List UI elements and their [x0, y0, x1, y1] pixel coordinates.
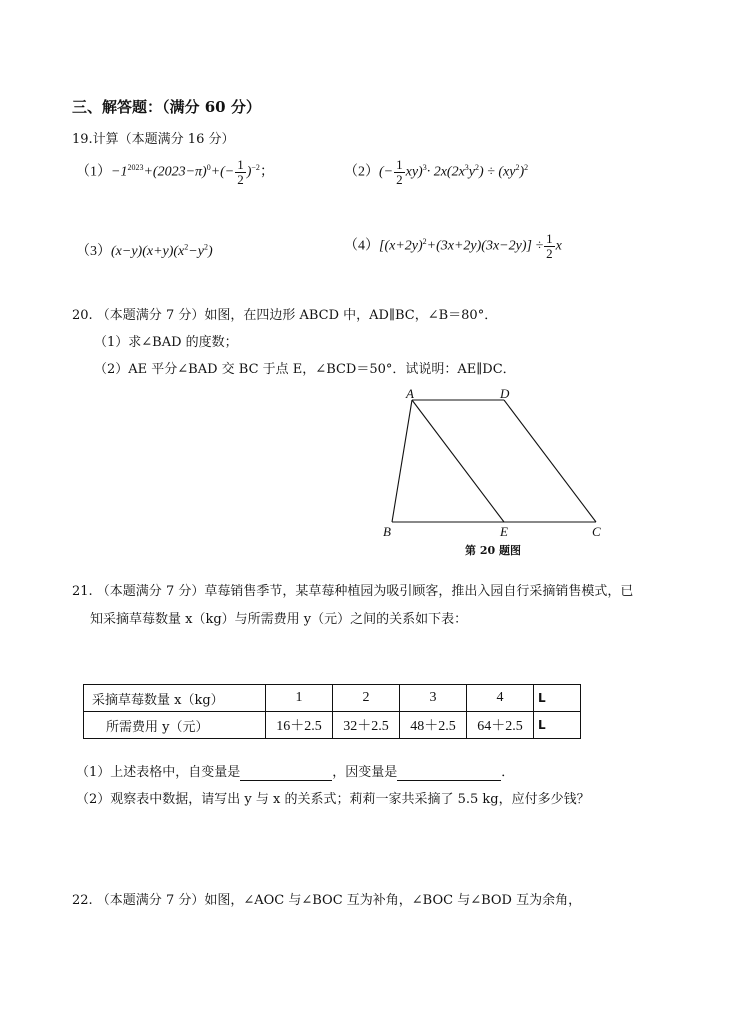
table-row	[84, 685, 581, 712]
q21-table	[83, 684, 581, 739]
q22-line1: 22. （本题满分 7 分）如图，∠AOC 与∠BOC 互为补角，∠BOC 与∠BOD 互为余角，	[72, 893, 582, 908]
label-B: B	[383, 524, 391, 539]
answer-blank-2[interactable]	[397, 765, 501, 781]
q19-title: 19.计算（本题满分 16 分）	[72, 132, 235, 147]
table-cell: 1	[266, 685, 333, 712]
label-A: A	[406, 388, 414, 401]
q19-part4: $(4)[(x+2y)^2+(3x+2y)(3x-2y)]$ ÷ $\frac{1}{2}$ x	[344, 231, 562, 261]
label-D: D	[500, 388, 510, 401]
table-cell: 32＋2.5	[333, 712, 400, 739]
table-cell: L	[534, 712, 581, 739]
q19-part3: $(3)(x-y)(x+y)(x^2-y^2)$	[76, 242, 213, 259]
q20-part1: （1）求∠BAD 的度数；	[94, 335, 238, 350]
label-E: E	[500, 524, 508, 539]
table-cell: 48＋2.5	[400, 712, 467, 739]
table-row-head: 采摘草莓数量 x（kg）	[84, 685, 266, 712]
table-cell: 2	[333, 685, 400, 712]
section-heading: 三、解答题：（满分 60 分）	[72, 98, 261, 116]
table-cell: 3	[400, 685, 467, 712]
figure-caption: 第 20 题图	[465, 544, 521, 557]
q21-part2: （2）观察表中数据，请写出 y 与 x 的关系式；莉莉一家共采摘了 5.5 kg，应付多少钱？	[76, 792, 590, 807]
q20-title: 20. （本题满分 7 分）如图，在四边形 ABCD 中，AD∥BC，∠B＝80°．	[72, 308, 498, 323]
table-cell: L	[534, 685, 581, 712]
edge-AB	[392, 400, 412, 522]
table-row-head: 所需费用 y（元）	[84, 712, 266, 739]
q21-line2: 知采摘草莓数量 x（kg）与所需费用 y（元）之间的关系如下表：	[90, 612, 468, 627]
q20-figure	[370, 388, 620, 560]
table-row	[84, 712, 581, 739]
q21-line1: 21. （本题满分 7 分）草莓销售季节，某草莓种植园为吸引顾客，推出入园自行采摘销售模式，已	[72, 584, 634, 599]
q20-part2: （2）AE 平分∠BAD 交 BC 于点 E，∠BCD＝50°．试说明：AE∥DC．	[94, 362, 516, 377]
table-cell: 4	[467, 685, 534, 712]
q19-part1: $(1)-1^{2023}+(2023-\pi)^0+(-$ $\frac{1}{2}$ )$^{-2}$；	[76, 157, 274, 187]
answer-blank-1[interactable]	[240, 765, 332, 781]
q21-part1: （1）上述表格中，自变量是 ，因变量是 ．	[76, 765, 515, 780]
table-cell: 64＋2.5	[467, 712, 534, 739]
q19-part2: （2）(− $\frac{1}{2}$ $xy)^3\cdot 2x(2x^3y^2) \div (xy^2)^2$	[344, 157, 529, 187]
edge-DC	[504, 400, 596, 522]
table-cell: 16＋2.5	[266, 712, 333, 739]
label-C: C	[592, 524, 601, 539]
edge-AE	[412, 400, 504, 522]
